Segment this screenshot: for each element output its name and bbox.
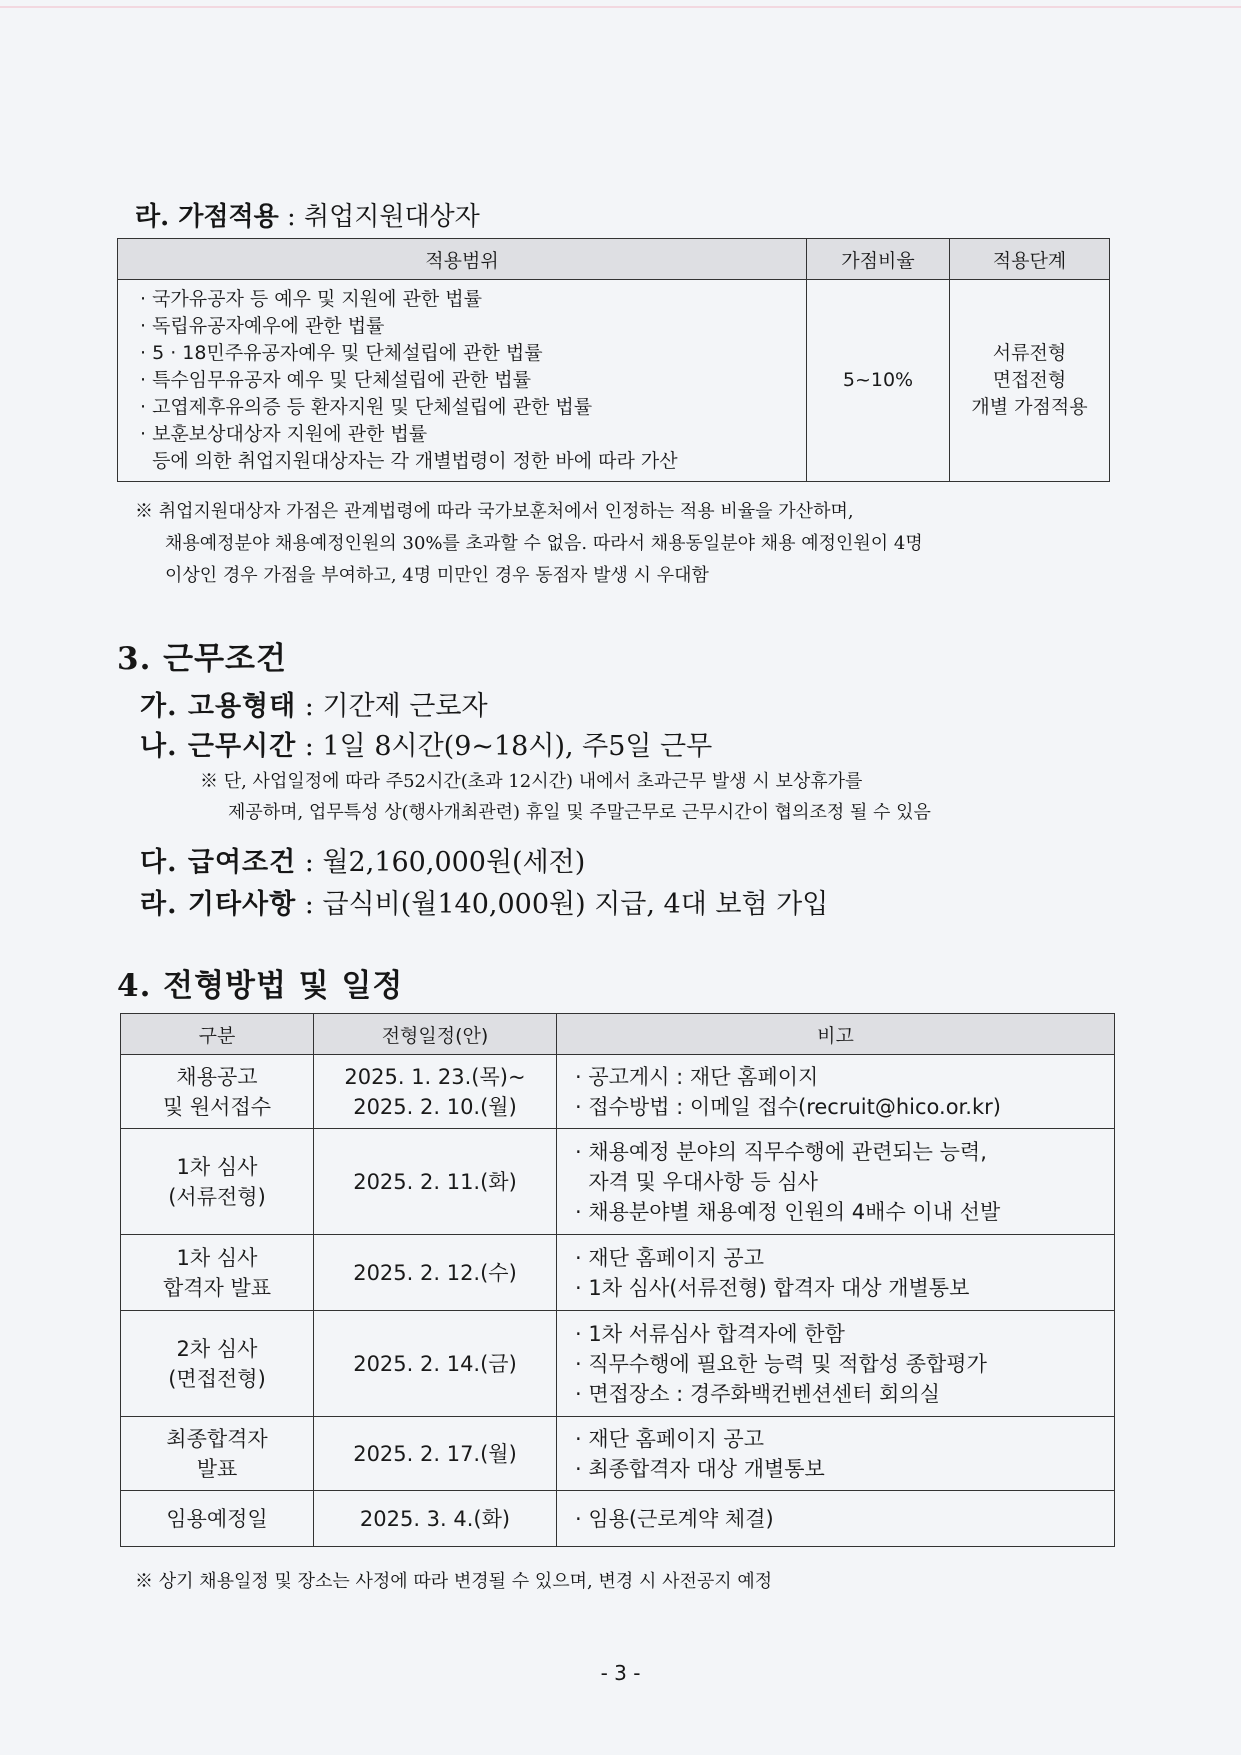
employment-type-label: 가. 고용형태	[140, 691, 297, 722]
stage-line: 합격자 발표	[162, 1275, 272, 1300]
table-row	[121, 1055, 1115, 1129]
scope-line: · 5 · 18민주유공자예우 및 단체설립에 관한 법률	[140, 342, 543, 364]
bonus-points-heading-value: : 취업지원대상자	[278, 202, 480, 232]
remarks-cell	[557, 1491, 1115, 1547]
table-row	[121, 1417, 1115, 1491]
page-number: - 3 -	[600, 1661, 641, 1685]
date-line: 2025. 2. 17.(월)	[353, 1441, 517, 1466]
remarks-cell	[557, 1129, 1115, 1235]
working-hours	[140, 724, 712, 763]
remark-line: · 재단 홈페이지 공고	[575, 1245, 764, 1270]
header-schedule: 전형일정(안)	[314, 1014, 557, 1055]
stage-line: 발표	[196, 1456, 238, 1481]
stage-line: (서류전형)	[168, 1184, 266, 1209]
note-line: ※ 단, 사업일정에 따라 주52시간(초과 12시간) 내에서 초과근무 발생 시 보상휴가를	[200, 771, 863, 792]
top-edge-line	[0, 6, 1241, 8]
remarks-cell	[557, 1311, 1115, 1417]
date-line: 2025. 2. 12.(수)	[353, 1260, 517, 1285]
stage-cell	[121, 1417, 314, 1491]
scope-cell	[118, 280, 807, 482]
note-line: 채용예정분야 채용예정인원의 30%를 초과할 수 없음. 따라서 채용동일분야 채용 예정인원이 4명	[165, 533, 923, 554]
stage-line: 및 원서접수	[162, 1094, 272, 1119]
other-benefits-label: 라. 기타사항	[140, 889, 297, 920]
remark-line: · 채용분야별 채용예정 인원의 4배수 이내 선발	[575, 1199, 1001, 1224]
date-line: 2025. 2. 11.(화)	[353, 1169, 517, 1194]
working-hours-label: 나. 근무시간	[140, 731, 297, 762]
salary-label: 다. 급여조건	[140, 847, 297, 878]
stage-cell	[121, 1129, 314, 1235]
date-cell	[314, 1311, 557, 1417]
remark-line: · 접수방법 : 이메일 접수(recruit@hico.or.kr)	[575, 1094, 1001, 1119]
section3-title: 3. 근무조건	[117, 641, 287, 677]
working-hours-value: : 1일 8시간(9~18시), 주5일 근무	[296, 731, 713, 762]
stage-cell	[121, 1055, 314, 1129]
stage-line: 개별 가점적용	[971, 396, 1088, 418]
date-cell	[314, 1417, 557, 1491]
scope-line: · 보훈보상대상자 지원에 관한 법률	[140, 423, 428, 445]
ratio-cell: 5~10%	[807, 280, 950, 482]
stage-line: 2차 심사	[176, 1336, 258, 1361]
table-row	[121, 1235, 1115, 1311]
working-hours-note	[200, 766, 931, 828]
header-remarks: 비고	[557, 1014, 1115, 1055]
table-row	[121, 1129, 1115, 1235]
date-cell	[314, 1055, 557, 1129]
remark-line: · 직무수행에 필요한 능력 및 적합성 종합평가	[575, 1351, 987, 1376]
stage-cell	[950, 280, 1110, 482]
bonus-points-heading-label: 라. 가점적용	[135, 202, 279, 232]
bonus-points-table	[117, 238, 1110, 482]
date-cell	[314, 1235, 557, 1311]
scope-line: 등에 의한 취업지원대상자는 각 개별법령이 정한 바에 따라 가산	[140, 450, 678, 472]
stage-line: 서류전형	[992, 342, 1067, 364]
stage-line: 1차 심사	[176, 1245, 258, 1270]
bonus-points-note	[135, 496, 923, 592]
table-row	[121, 1311, 1115, 1417]
remark-line: · 재단 홈페이지 공고	[575, 1426, 764, 1451]
remark-line: · 1차 심사(서류전형) 합격자 대상 개별통보	[575, 1275, 970, 1300]
stage-cell	[121, 1235, 314, 1311]
employment-type	[140, 684, 488, 723]
remarks-cell	[557, 1235, 1115, 1311]
salary	[140, 840, 585, 879]
header-stage: 적용단계	[950, 239, 1110, 280]
remark-line: · 면접장소 : 경주화백컨벤션센터 회의실	[575, 1381, 941, 1406]
scope-line: · 고엽제후유의증 등 환자지원 및 단체설립에 관한 법률	[140, 396, 593, 418]
bonus-points-heading	[135, 196, 480, 233]
date-line: 2025. 1. 23.(목)~	[344, 1064, 526, 1089]
scope-line: · 국가유공자 등 예우 및 지원에 관한 법률	[140, 288, 482, 310]
stage-cell	[121, 1311, 314, 1417]
note-line: 이상인 경우 가점을 부여하고, 4명 미만인 경우 동점자 발생 시 우대함	[165, 565, 709, 586]
date-line: 2025. 2. 10.(월)	[353, 1094, 517, 1119]
header-category: 구분	[121, 1014, 314, 1055]
remark-line: · 공고게시 : 재단 홈페이지	[575, 1064, 819, 1089]
remark-line: · 채용예정 분야의 직무수행에 관련되는 능력,	[575, 1139, 987, 1164]
stage-line: (면접전형)	[168, 1366, 266, 1391]
scope-line: · 독립유공자예우에 관한 법률	[140, 315, 385, 337]
stage-line: 채용공고	[176, 1064, 258, 1089]
section4-title: 4. 전형방법 및 일정	[117, 968, 404, 1004]
other-benefits	[140, 882, 828, 921]
remarks-cell	[557, 1055, 1115, 1129]
note-line: ※ 취업지원대상자 가점은 관계법령에 따라 국가보훈처에서 인정하는 적용 비율을 가산하며,	[135, 501, 854, 522]
table-row	[121, 1491, 1115, 1547]
note-line: 제공하며, 업무특성 상(행사개최관련) 휴일 및 주말근무로 근무시간이 협의조정 될 수 있음	[228, 802, 931, 823]
stage-line: 면접전형	[992, 369, 1067, 391]
remarks-cell	[557, 1417, 1115, 1491]
date-cell	[314, 1491, 557, 1547]
stage-line: 최종합격자	[166, 1426, 268, 1451]
header-scope: 적용범위	[118, 239, 807, 280]
stage-cell	[121, 1491, 314, 1547]
remark-line: · 1차 서류심사 합격자에 한함	[575, 1321, 845, 1346]
stage-line: 임용예정일	[166, 1506, 268, 1531]
date-line: 2025. 3. 4.(화)	[359, 1506, 511, 1531]
schedule-table	[120, 1013, 1115, 1547]
schedule-note: ※ 상기 채용일정 및 장소는 사정에 따라 변경될 수 있으며, 변경 시 사전공지 예정	[135, 1571, 773, 1592]
employment-type-value: : 기간제 근로자	[296, 691, 488, 722]
scope-line: · 특수임무유공자 예우 및 단체설립에 관한 법률	[140, 369, 532, 391]
stage-line: 1차 심사	[176, 1154, 258, 1179]
date-line: 2025. 2. 14.(금)	[353, 1351, 517, 1376]
remark-line: · 최종합격자 대상 개별통보	[575, 1456, 825, 1481]
remark-line: 자격 및 우대사항 등 심사	[575, 1169, 818, 1194]
remark-line: · 임용(근로계약 체결)	[575, 1506, 774, 1531]
salary-value: : 월2,160,000원(세전)	[296, 847, 586, 878]
other-benefits-value: : 급식비(월140,000원) 지급, 4대 보험 가입	[296, 889, 829, 920]
date-cell	[314, 1129, 557, 1235]
header-ratio: 가점비율	[807, 239, 950, 280]
